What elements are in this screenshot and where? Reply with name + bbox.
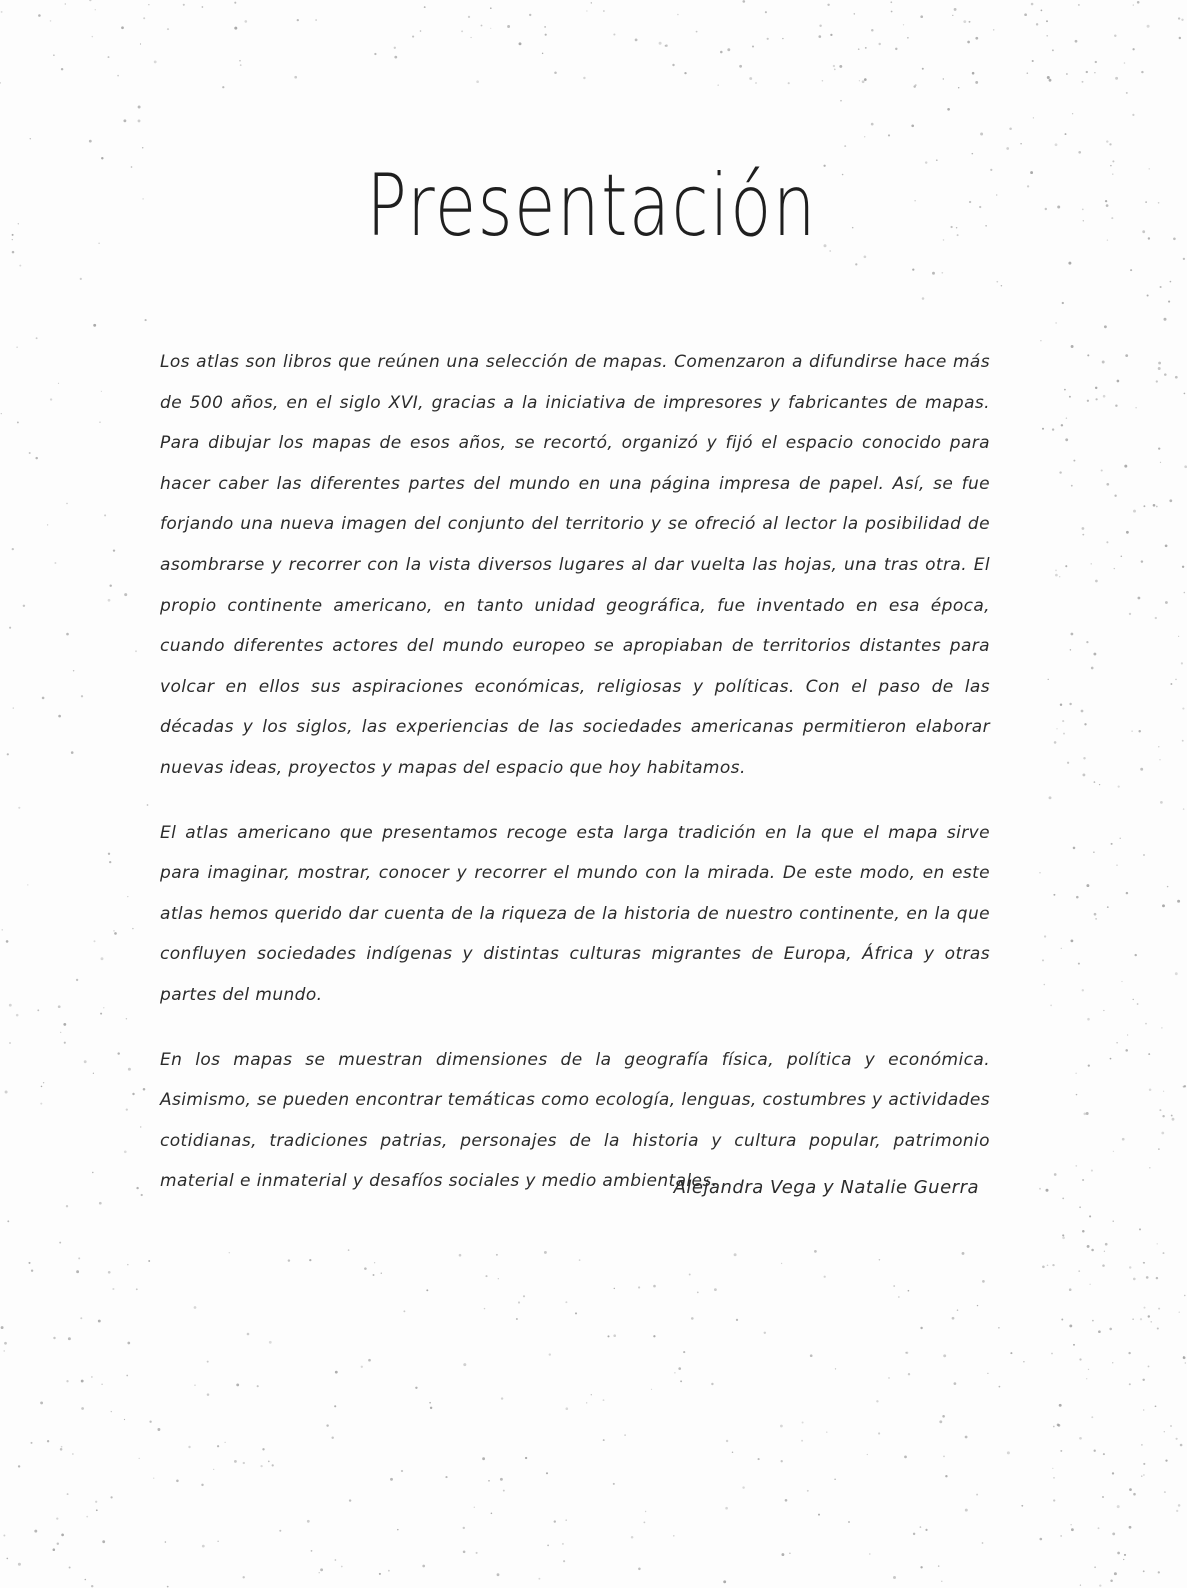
paragraph-2: El atlas americano que presentamos recoge esta larga tradición en la que el mapa sirve para imaginar, mostrar, conocer y recorrer el mundo con la mirada. De este modo, en este atlas hemos querido dar cuenta de la riqueza de la historia de nuestro continente, en la que confluyen sociedades indígenas y distintas culturas migrantes de Europa, África y otras partes del mundo. bbox=[160, 822, 990, 1005]
paragraph-3: En los mapas se muestran dimensiones de la geografía física, política y económica. Asimismo, se pueden encontrar temáticas como ecología, lenguas, costumbres y actividades cotidianas, tradiciones patrias, personajes de la historia y cultura popular, patrimonio material e inmaterial y desafíos sociales y medio ambientales. bbox=[160, 1049, 990, 1192]
presentation-body bbox=[160, 342, 990, 1202]
page-title: Presentación bbox=[366, 155, 817, 256]
paragraph-1: Los atlas son libros que reúnen una selección de mapas. Comenzaron a difundirse hace más de 500 años, en el siglo XVI, gracias a la iniciativa de impresores y fabricantes de mapas. Para dibujar los mapas de esos años, se recortó, organizó y fijó el espacio conocido para hacer caber las diferentes partes del mundo en una página impresa de papel. Así, se fue forjando una nueva imagen del conjunto del territorio y se ofreció al lector la posibilidad de asombrarse y recorrer con la vista diversos lugares al dar vuelta las hojas, una tras otra. El propio continente americano, en tanto unidad geográfica, fue inventado en esa época, cuando diferentes actores del mundo europeo se apropiaban de territorios distantes para volcar en ellos sus aspiraciones económicas, religiosas y políticas. Con el paso de las décadas y los siglos, las experiencias de las sociedades americanas permitieron elaborar nuevas ideas, proyectos y mapas del espacio que hoy habitamos. bbox=[160, 352, 990, 778]
authors-signature: Alejandra Vega y Natalie Guerra bbox=[673, 1177, 979, 1198]
